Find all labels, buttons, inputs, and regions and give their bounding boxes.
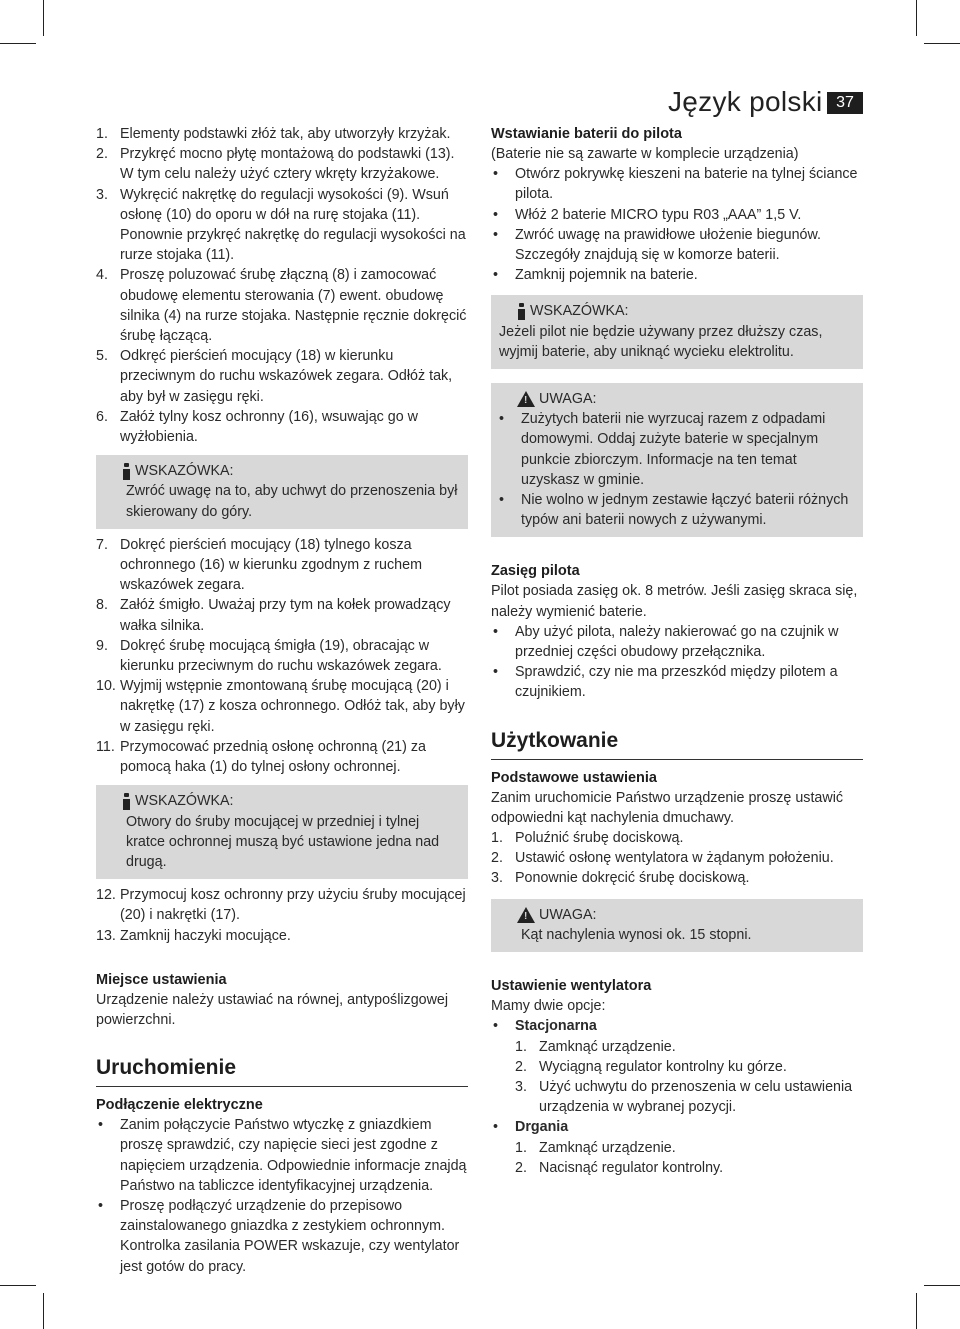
item-text: Załóż tylny kosz ochronny (16), wsuwając go w wyżłobienia. bbox=[120, 408, 418, 446]
warning-text: Kąt nachylenia wynosi ok. 15 stopni. bbox=[521, 926, 752, 943]
bullet-icon: • bbox=[493, 267, 499, 284]
item-text: Nie wolno w jednym zestawie łączyć baterii różnych typów ani baterii nowych z używanymi. bbox=[521, 492, 849, 529]
item-number: 3. bbox=[491, 870, 503, 887]
list-item bbox=[515, 1138, 863, 1158]
item-number: 7. bbox=[96, 536, 108, 553]
section-rule bbox=[491, 759, 863, 760]
item-text: Sprawdzić, czy nie ma przeszkód między pilotem a czujnikiem. bbox=[515, 664, 838, 701]
list-item bbox=[96, 737, 468, 777]
option-2-steps bbox=[515, 1138, 863, 1178]
list-item bbox=[491, 828, 863, 848]
item-text: Włóż 2 baterie MICRO typu R03 „AAA” 1,5 V. bbox=[515, 206, 802, 223]
list-item bbox=[96, 535, 468, 596]
list-item bbox=[497, 490, 855, 530]
hint-box-1 bbox=[96, 455, 468, 529]
list-item bbox=[96, 124, 468, 144]
section-rule bbox=[96, 1086, 468, 1087]
range-text: Pilot posiada zasięg ok. 8 metrów. Jeśli zasięg skraca się, należy wymienić baterie. bbox=[491, 583, 858, 620]
option-1-steps bbox=[515, 1037, 863, 1118]
list-item bbox=[491, 622, 863, 662]
item-number: 9. bbox=[96, 637, 108, 654]
bullet-icon: • bbox=[493, 226, 499, 243]
warning-icon: ! bbox=[517, 907, 535, 923]
option-list-1 bbox=[491, 1016, 863, 1036]
list-item bbox=[491, 848, 863, 868]
list-item bbox=[497, 409, 855, 490]
item-text: Ustawić osłonę wentylatora w żądanym położeniu. bbox=[515, 850, 834, 867]
bullet-icon: • bbox=[493, 206, 499, 223]
battery-heading: Wstawianie baterii do pilota bbox=[491, 126, 682, 142]
bullet-icon: • bbox=[499, 411, 505, 428]
item-text: Odkręć pierścień mocujący (18) w kierunku przeciwnym do ruchu wskazówek zegara. Odłóż tak, aby był w zasięgu ręki. bbox=[120, 348, 453, 405]
item-text: Dokręć śrubę mocującą śmigła (19), obracając w kierunku przeciwnym do ruchu wskazówek zegara. bbox=[120, 637, 442, 675]
item-number: 4. bbox=[96, 267, 108, 284]
hint-text: Zwróć uwagę na to, aby uchwyt do przenoszenia był skierowany do góry. bbox=[126, 483, 458, 520]
list-item bbox=[491, 662, 863, 702]
hint-text: Jeżeli pilot nie będzie używany przez dłuższy czas, wyjmij baterie, aby uniknąć wycieku elektrolitu. bbox=[499, 323, 823, 360]
crop-mark bbox=[43, 1293, 44, 1329]
warning-icon: ! bbox=[517, 391, 535, 407]
crop-mark bbox=[0, 1285, 36, 1286]
item-text: Zamknąć urządzenie. bbox=[539, 1038, 676, 1055]
basic-settings-text: Zanim uruchomicie Państwo urządzenie proszę ustawić odpowiedni kąt nachylenia dmuchawy. bbox=[491, 789, 844, 826]
item-number: 6. bbox=[96, 408, 108, 425]
list-item bbox=[96, 407, 468, 447]
item-text: Proszę poluzować śrubę złączną (8) i zamocować obudowę elementu sterowania (7) ewent. obudowę silnika (4) na rurze stojaka. Następnie ręcznie dokręcić śrubę łączącą. bbox=[120, 267, 467, 345]
list-item bbox=[491, 205, 863, 225]
language-header: Język polski bbox=[668, 86, 823, 117]
item-text: Zamknąć urządzenie. bbox=[539, 1139, 676, 1156]
item-number: 3. bbox=[515, 1078, 527, 1095]
item-number: 5. bbox=[96, 348, 108, 365]
list-item bbox=[96, 636, 468, 676]
electric-heading: Podłączenie elektryczne bbox=[96, 1097, 263, 1114]
hint-title: WSKAZÓWKA: bbox=[135, 463, 234, 480]
crop-mark bbox=[43, 0, 44, 36]
warning-title: UWAGA: bbox=[539, 906, 597, 923]
range-bullets bbox=[491, 622, 863, 703]
startup-heading: Uruchomienie bbox=[96, 1056, 237, 1080]
bullet-icon: • bbox=[499, 492, 505, 509]
right-column bbox=[491, 124, 863, 1178]
item-text: Elementy podstawki złóż tak, aby utworzyły krzyżak. bbox=[120, 126, 451, 142]
item-number: 1. bbox=[515, 1038, 527, 1055]
list-item bbox=[96, 346, 468, 407]
item-number: 10. bbox=[96, 678, 116, 695]
range-heading: Zasięg pilota bbox=[491, 563, 580, 580]
item-text: Przymocować przednią osłonę ochronną (21) za pomocą haka (1) do tylnej osłony ochronnej. bbox=[120, 738, 426, 776]
list-item bbox=[491, 265, 863, 285]
info-icon bbox=[517, 303, 526, 320]
bullet-icon: • bbox=[493, 623, 499, 640]
list-item bbox=[96, 676, 468, 737]
item-number: 13. bbox=[96, 927, 116, 944]
assembly-steps-a bbox=[96, 124, 468, 447]
hint-box-2 bbox=[96, 785, 468, 879]
list-item: • Stacjonarna bbox=[493, 1018, 597, 1035]
list-item bbox=[515, 1057, 863, 1077]
battery-bullets bbox=[491, 164, 863, 285]
hint-text: Otwory do śruby mocującej w przedniej i tylnej kratce ochronnej muszą być ustawione jedna nad drugą. bbox=[126, 813, 440, 870]
item-text: Dokręć pierścień mocujący (18) tylnego kosza ochronnego (16) w kierunku zgodnym z ruchem wskazówek zegara. bbox=[120, 536, 422, 594]
item-number: 2. bbox=[515, 1159, 527, 1176]
crop-mark bbox=[0, 43, 36, 44]
fan-setup-text: Mamy dwie opcje: bbox=[491, 998, 606, 1015]
assembly-steps-b bbox=[96, 535, 468, 777]
item-text: Wyciągną regulator kontrolny ku górze. bbox=[539, 1058, 787, 1075]
list-item bbox=[96, 1115, 468, 1196]
placement-heading: Miejsce ustawienia bbox=[96, 971, 227, 988]
crop-mark bbox=[916, 0, 917, 36]
item-number: 8. bbox=[96, 597, 108, 614]
item-text: Zamknij pojemnik na baterie. bbox=[515, 267, 698, 284]
option-title: Drgania bbox=[515, 1119, 569, 1136]
list-item bbox=[491, 164, 863, 204]
warning-box-2 bbox=[491, 899, 863, 952]
list-item bbox=[491, 868, 863, 888]
crop-mark bbox=[924, 43, 960, 44]
bullet-icon: • bbox=[98, 1197, 104, 1214]
list-item bbox=[96, 144, 468, 184]
item-text: Przykręć mocno płytę montażową do podstawki (13). W tym celu należy użyć cztery wkręty krzyżakowe. bbox=[120, 146, 455, 183]
list-item bbox=[515, 1037, 863, 1057]
list-item: • Drgania bbox=[493, 1119, 569, 1136]
hint-title: WSKAZÓWKA: bbox=[135, 793, 234, 810]
warning-title: UWAGA: bbox=[539, 391, 597, 408]
crop-mark bbox=[924, 1285, 960, 1286]
warning-bullets bbox=[497, 409, 855, 530]
hint-box-3 bbox=[491, 295, 863, 369]
bullet-icon: • bbox=[98, 1117, 104, 1134]
list-item bbox=[96, 595, 468, 635]
basic-settings-heading: Podstawowe ustawienia bbox=[491, 769, 657, 786]
item-number: 11. bbox=[96, 738, 115, 755]
item-number: 3. bbox=[96, 186, 108, 203]
item-number: 2. bbox=[491, 850, 503, 867]
list-item bbox=[96, 926, 468, 946]
fan-setup-heading: Ustawienie wentylatora bbox=[491, 978, 652, 995]
list-item bbox=[96, 265, 468, 346]
item-number: 1. bbox=[491, 830, 503, 847]
bullet-icon: • bbox=[493, 664, 499, 681]
list-item bbox=[491, 225, 863, 265]
usage-steps bbox=[491, 828, 863, 889]
list-item bbox=[96, 1196, 468, 1277]
item-text: Aby użyć pilota, należy nakierować go na czujnik w przedniej części obudowy przełącznika. bbox=[515, 623, 839, 661]
usage-heading: Użytkowanie bbox=[491, 728, 619, 752]
list-item bbox=[96, 885, 468, 925]
option-title: Stacjonarna bbox=[515, 1018, 597, 1035]
info-icon bbox=[122, 793, 131, 810]
item-text: Zużytych baterii nie wyrzucaj razem z odpadami domowymi. Oddaj zużyte baterie w specjalnym punkcie zbiorczym. Informacje na ten temat uzyskasz w gminie. bbox=[521, 411, 826, 488]
item-text: Wyjmij wstępnie zmontowaną śrubę mocującą (20) i nakrętkę (17) z kosza ochronnego. Odłóż tak, aby były w zasięgu ręki. bbox=[120, 678, 465, 735]
item-text: Zanim połączycie Państwo wtyczkę z gniazdkiem proszę sprawdzić, czy napięcie sieci jest zgodne z napięciem urządzenia. Odpowiednie informacje znajdą Państwo na tabliczce identyfikacyjnej urządzenia. bbox=[120, 1117, 467, 1194]
item-text: Zamknij haczyki mocujące. bbox=[120, 927, 291, 944]
item-text: Poluźnić śrubę dociskową. bbox=[515, 830, 684, 847]
assembly-steps-c bbox=[96, 885, 468, 946]
placement-text: Urządzenie należy ustawiać na równej, antypoślizgowej powierzchni. bbox=[96, 991, 449, 1028]
list-item bbox=[515, 1158, 863, 1178]
item-text: Otwórz pokrywkę kieszeni na baterie na tylnej ściance pilota. bbox=[515, 166, 858, 203]
bullet-icon: • bbox=[493, 166, 499, 183]
item-text: Przymocuj kosz ochronny przy użyciu śruby mocującej (20) i nakrętki (17). bbox=[120, 887, 466, 924]
item-text: Proszę podłączyć urządzenie do przepisowo zainstalowanego gniazdka z zestykiem ochronnym. Kontrolka zasilania POWER wskazuje, czy wentylator jest gotów do pracy. bbox=[120, 1197, 460, 1275]
list-item bbox=[96, 185, 468, 266]
option-list-2 bbox=[491, 1117, 863, 1137]
item-number: 1. bbox=[96, 126, 108, 142]
list-item bbox=[515, 1077, 863, 1117]
warning-box-1 bbox=[491, 383, 863, 537]
item-text: Ponownie dokręcić śrubę dociskową. bbox=[515, 870, 750, 887]
item-number: 2. bbox=[515, 1058, 527, 1075]
crop-mark bbox=[916, 1293, 917, 1329]
battery-intro: (Baterie nie są zawarte w komplecie urządzenia) bbox=[491, 146, 799, 162]
item-text: Nacisnąć regulator kontrolny. bbox=[539, 1159, 724, 1176]
item-number: 2. bbox=[96, 146, 108, 163]
item-number: 12. bbox=[96, 887, 116, 904]
info-icon bbox=[122, 463, 131, 480]
item-number: 1. bbox=[515, 1139, 527, 1156]
page-number: 37 bbox=[827, 92, 863, 114]
startup-bullets bbox=[96, 1115, 468, 1277]
hint-title: WSKAZÓWKA: bbox=[530, 303, 629, 320]
item-text: Zwróć uwagę na prawidłowe ułożenie biegunów. Szczegóły znajdują się w komorze baterii. bbox=[515, 226, 821, 264]
item-text: Użyć uchwytu do przenoszenia w celu ustawienia urządzenia w wybranej pozycji. bbox=[539, 1078, 853, 1116]
item-text: Wykręcić nakrętkę do regulacji wysokości (9). Wsuń osłonę (10) do oporu w dół na rurę stojaka (11). Ponownie przykręć nakrętkę do regulacji wysokości na rurze stojaka (11). bbox=[120, 186, 466, 264]
left-column bbox=[96, 124, 468, 1277]
item-text: Załóż śmigło. Uważaj przy tym na kołek prowadzący wałka silnika. bbox=[120, 597, 451, 634]
